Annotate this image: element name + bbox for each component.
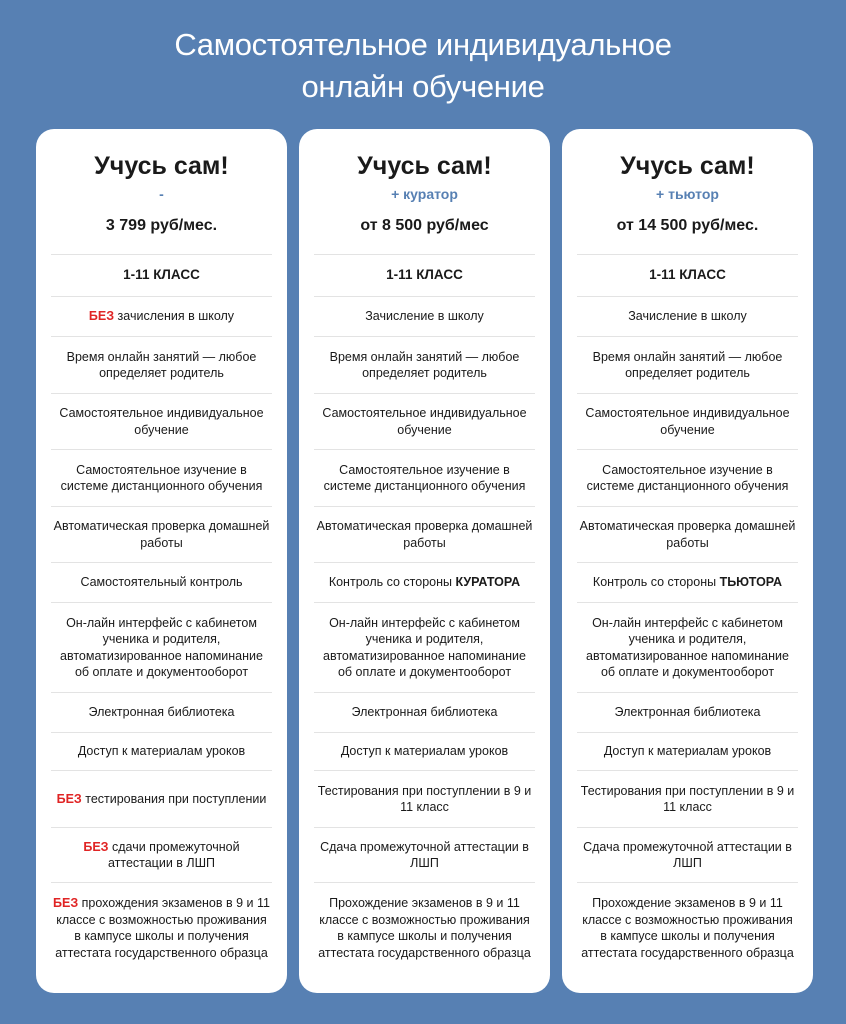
feature-control [314,562,535,602]
feature-testing [314,770,535,827]
feature-text: 1-11 КЛАСС [123,267,200,283]
feature-text: прохождения экзаменов в 9 и 11 классе с возможностью проживания в кампусе школы и получения аттестата государственного образца [55,896,270,960]
feature-text: Сдача промежуточной аттестации в ЛШП [583,839,792,870]
feature-testing [577,770,798,827]
feature-text: Самостоятельное индивидуальное обучение [585,406,790,437]
feature-text: Электронная библиотека [88,705,235,720]
feature-attestation [577,827,798,882]
feature-individual [314,393,535,449]
feature-text: Время онлайн занятий — любое определяет родитель [66,349,257,380]
feature-text: Доступ к материалам уроков [340,744,509,759]
feature-text: Сдача промежуточной аттестации в ЛШП [320,839,529,870]
feature-text: Автоматическая проверка домашней работы [579,519,796,550]
feature-text: Он-лайн интерфейс с кабинетом ученика и родителя, автоматизированное напоминание об оплате и документооборот [586,615,789,679]
plan-addon: + куратор [391,186,458,202]
feature-text: Доступ к материалам уроков [603,744,772,759]
feature-control [577,562,798,602]
feature-text: 1-11 КЛАСС [649,267,726,283]
feature-text: Самостоятельный контроль [80,575,243,590]
feature-text: Он-лайн интерфейс с кабинетом ученика и родителя, автоматизированное напоминание об оплате и документооборот [60,615,263,679]
feature-testing [51,770,272,827]
feature-materials [51,732,272,770]
plan-cards [36,129,813,993]
feature-text: Прохождение экзаменов в 9 и 11 классе с возможностью проживания в кампусе школы и получения аттестата государственного образца [581,896,794,960]
feature-grade [577,254,798,296]
feature-text: сдачи промежуточной аттестации в ЛШП [107,839,240,870]
feature-text: Электронная библиотека [614,705,761,720]
feature-text: Автоматическая проверка домашней работы [53,519,270,550]
feature-text: Контроль со стороны [592,575,720,590]
plan-name: Учусь сам! [620,152,755,180]
plan-card-self [36,129,287,993]
feature-library [51,692,272,732]
page-title-line-1: Самостоятельное индивидуальное [174,27,672,62]
feature-library [577,692,798,732]
feature-text: Самостоятельное индивидуальное обучение [59,406,264,437]
plan-addon: - [159,186,164,202]
feature-study [314,449,535,506]
feature-text: Электронная библиотека [351,705,498,720]
plan-card-curator [299,129,550,993]
feature-homework [51,506,272,562]
feature-library [314,692,535,732]
feature-time [577,336,798,393]
feature-text: Самостоятельное индивидуальное обучение [322,406,527,437]
feature-interface [577,602,798,692]
feature-enrollment [577,296,798,336]
negative-marker: БЕЗ [56,791,82,806]
feature-exams [51,882,272,989]
feature-enrollment [51,296,272,336]
plan-price: 3 799 руб/мес. [105,217,218,234]
negative-marker: БЕЗ [88,309,115,324]
feature-text: Зачисление в школу [628,309,747,324]
feature-time [314,336,535,393]
feature-strong: КУРАТОРА [455,575,521,590]
feature-attestation [314,827,535,882]
feature-text: Тестирования при поступлении в 9 и 11 класс [317,783,532,814]
feature-time [51,336,272,393]
feature-text: Время онлайн занятий — любое определяет родитель [592,349,783,380]
feature-exams [314,882,535,989]
negative-marker: БЕЗ [53,896,79,910]
feature-study [51,449,272,506]
feature-text: Самостоятельное изучение в системе дистанционного обучения [586,462,789,493]
feature-text: Зачисление в школу [365,309,484,324]
plan-name: Учусь сам! [94,152,229,180]
feature-text: Автоматическая проверка домашней работы [316,519,533,550]
page-title-line-2: онлайн обучение [301,69,545,104]
feature-text: Он-лайн интерфейс с кабинетом ученика и родителя, автоматизированное напоминание об оплате и документооборот [323,615,526,679]
feature-text: Прохождение экзаменов в 9 и 11 классе с возможностью проживания в кампусе школы и получения аттестата государственного образца [318,896,531,960]
feature-text: Доступ к материалам уроков [77,744,246,759]
feature-individual [51,393,272,449]
feature-text: 1-11 КЛАСС [386,267,463,283]
plan-name: Учусь сам! [357,152,492,180]
feature-text: Самостоятельное изучение в системе дистанционного обучения [60,462,263,493]
plan-header [51,129,272,254]
plan-price: от 14 500 руб/мес. [616,217,759,234]
feature-interface [314,602,535,692]
plan-card-tutor [562,129,813,993]
plan-header [314,129,535,254]
feature-individual [577,393,798,449]
feature-text: Самостоятельное изучение в системе дистанционного обучения [323,462,526,493]
feature-text: Контроль со стороны [328,575,456,590]
page-title [0,24,846,108]
feature-control [51,562,272,602]
feature-homework [314,506,535,562]
feature-enrollment [314,296,535,336]
feature-text: тестирования при поступлении [81,791,267,806]
plan-addon: + тьютор [656,186,719,202]
plan-price: от 8 500 руб/мес [360,217,489,234]
feature-exams [577,882,798,989]
feature-interface [51,602,272,692]
feature-text: Тестирования при поступлении в 9 и 11 класс [580,783,795,814]
feature-text: зачисления в школу [114,309,235,324]
feature-study [577,449,798,506]
feature-text: Время онлайн занятий — любое определяет родитель [329,349,520,380]
feature-materials [577,732,798,770]
feature-materials [314,732,535,770]
feature-strong: ТЬЮТОРА [719,575,783,590]
negative-marker: БЕЗ [83,839,109,854]
feature-grade [51,254,272,296]
feature-homework [577,506,798,562]
feature-grade [314,254,535,296]
plan-header [577,129,798,254]
feature-attestation [51,827,272,882]
